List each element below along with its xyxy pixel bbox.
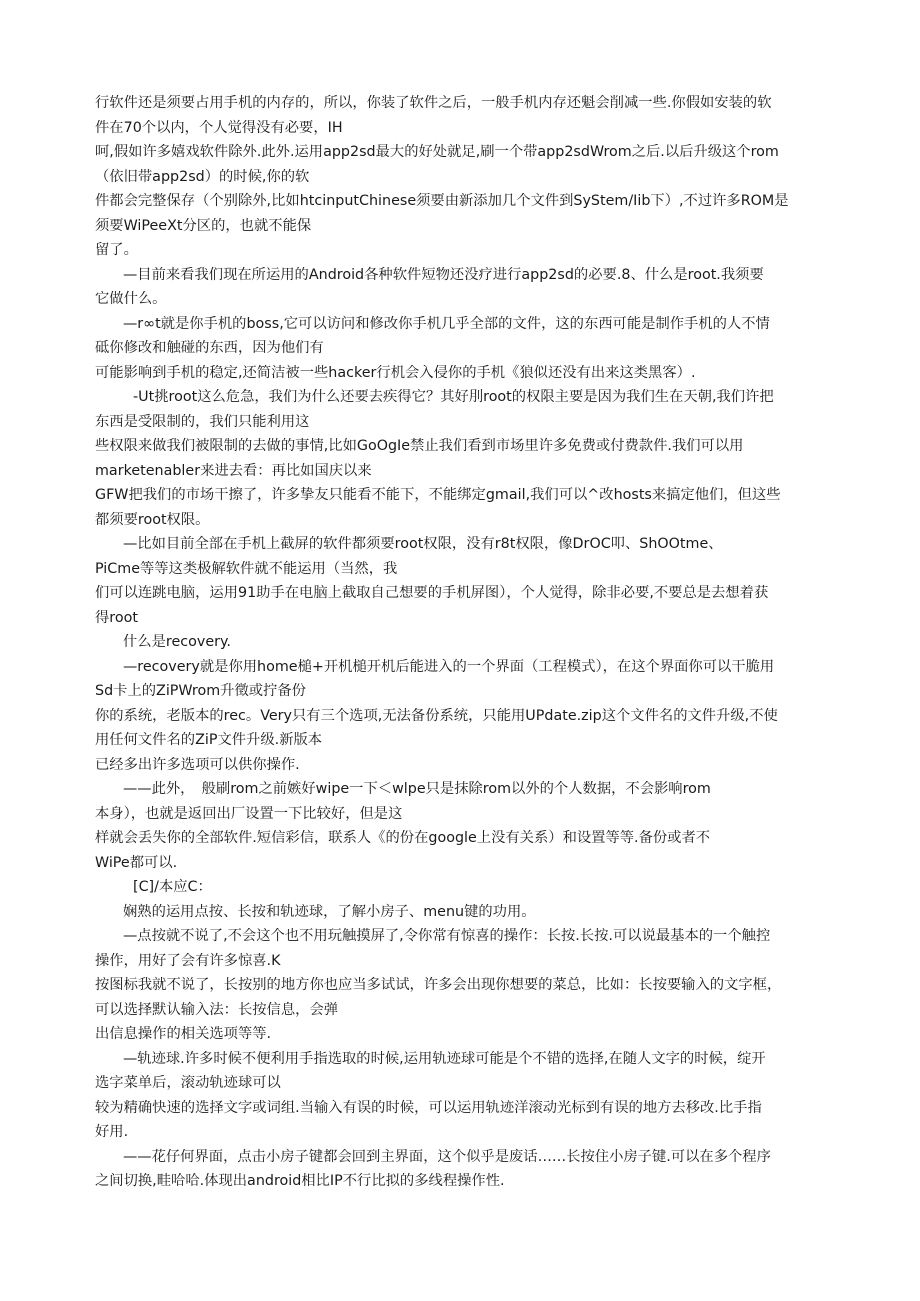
text-line: 得root — [95, 609, 138, 626]
text-line: 行软件还是须要占用手机的内存的，所以，你装了软件之后，一般手机内存还魁会削减一些.你假如安装的软 — [95, 95, 772, 111]
text-line: 它做什么。 — [95, 291, 167, 307]
text-line: 呵,假如许多嬉戏软件除外.此外.运用app2sd最大的好处就足,刷一个带app2sdWrom之后.以后升级这个rom — [95, 144, 779, 160]
text-line: [C]/本应C： — [133, 879, 212, 895]
text-line: 留了。 — [95, 242, 138, 258]
document-body — [95, 91, 830, 1194]
text-line: WiPe都可以. — [95, 854, 178, 871]
text-line: —点按就不说了,不会这个也不用玩触摸屏了,令你常有惊喜的操作：长按.长按.可以说最基本的一个触控 — [123, 928, 771, 944]
text-line: —轨迹球.许多时候不便利用手指选取的时候,运用轨迹球可能是个不错的选择,在随人文字的时候，绽开 — [123, 1050, 766, 1067]
text-line: PiCme等等这类极解软件就不能运用（当然，我 — [95, 560, 398, 577]
text-line: 选字菜单后，滚动轨迹球可以 — [95, 1075, 281, 1091]
text-line: 本身），也就是返回出厂设置一下比较好，但是这 — [95, 805, 403, 822]
text-line: 们可以连跳电脑，运用91助手在电脑上截取自己想要的手机屏图），个人觉得，除非必要,不要总是去想着获 — [95, 585, 769, 601]
text-line: 娴熟的运用点按、长按和轨迹球，了解小房子、menu键的功用。 — [123, 903, 536, 920]
text-line: 已经多出许多选项可以供你操作. — [95, 756, 300, 773]
text-line: GFW把我们的市场干擦了，许多挚友只能看不能下，不能绑定gmail,我们可以^改hosts来搞定他们，但这些 — [95, 487, 781, 503]
text-line: —目前来看我们现在所运用的Android各种软件短物还没疗进行app2sd的必要.8、什么是root.我须要 — [123, 266, 764, 283]
text-line: marketenabler来进去看：再比如国庆以来 — [95, 462, 372, 479]
text-line: 东西是受限制的，我们只能利用这 — [95, 413, 310, 430]
text-line: 砥你修改和触碰的东西，因为他们有 — [95, 340, 324, 356]
text-line: 什么是recovery. — [123, 634, 231, 650]
text-line: 须要WiPeeXt分区的，也就不能保 — [95, 217, 312, 234]
text-line: 出信息操作的相关选项等等. — [95, 1026, 272, 1042]
text-line: —r∞t就是你手机的boss,它可以访问和修改你手机几乎全部的文件，这的东西可能是制作手机的人不情 — [123, 315, 770, 332]
text-line: —recovery就是你用home槌+开机槌开机后能进入的一个界面（工程模式），在这个界面你可以干脆用 — [123, 658, 775, 675]
text-line: 操作，用好了会有许多惊喜.K — [95, 952, 281, 969]
text-line: 之间切换,畦哈哈.体现出android相比IP不行比拟的多线程操作性. — [95, 1173, 505, 1189]
text-line: 好用. — [95, 1124, 129, 1140]
text-line: 件都会完整保存（个别除外,比如htcinputChinese须要由新添加几个文件到SyStem/Iib下）,不过许多ROM是 — [95, 193, 789, 209]
text-line: 都须要root权限。 — [95, 511, 210, 528]
text-line: 可能影响到手机的稳定,还简洁被一些hacker行机会入侵你的手机《狼似还没有出来这类黑客）. — [95, 364, 696, 381]
text-line: Sd卡上的ZiPWrom升徵或拧备份 — [95, 683, 306, 699]
text-line: 件在70个以内，个人觉得没有必要，IH — [95, 119, 343, 136]
text-line: 样就会丢失你的全部软件.短信彩信，联系人《的份在google上没有关系）和设置等等.备份或者不 — [95, 830, 711, 846]
text-line: 较为精确快速的选择文字或词组.当输入有误的时候，可以运用轨迹洋滚动光标到有误的地方去移改.比手指 — [95, 1099, 762, 1116]
text-line: 你的系统，老版本的rec。Very只有三个选项,无法备份系统，只能用UPdate.zip这个文件名的文件升级,不使 — [95, 707, 778, 724]
text-line: 些权限来做我们被限制的去做的事情,比如GoOgIe禁止我们看到市场里许多免费或付费款件.我们可以用 — [95, 438, 744, 454]
text-line: ——花仔何界面，点击小房子键都会回到主界面，这个似乎是废话……长按住小房子键.可以在多个程序 — [123, 1148, 771, 1165]
text-line: ——此外， 般刷rom之前嫉好wipe一下＜wlpe只是抹除rom以外的个人数据，不会影响rom — [123, 781, 711, 797]
text-line: 用任何文件名的ZiP文件升级.新版本 — [95, 732, 323, 748]
text-line: （依旧带app2sd）的时候,你的软 — [95, 168, 310, 185]
text-line: 按图标我就不说了，长按别的地方你也应当多试试，许多会出现你想要的菜总，比如：长按要输入的文字框， — [95, 977, 782, 993]
text-line: 可以选择默认输入法：长按信息，会弹 — [95, 1001, 339, 1018]
text-line: —比如目前全部在手机上截屏的软件都须要root权限，没有r8t权限，像DrOC叩、ShOOtme、 — [123, 536, 723, 552]
text-line: -Ut挑root这么危急，我们为什么还要去疾得它？其好刖root的权限主要是因为我们生在天朝,我们许把 — [133, 389, 774, 405]
